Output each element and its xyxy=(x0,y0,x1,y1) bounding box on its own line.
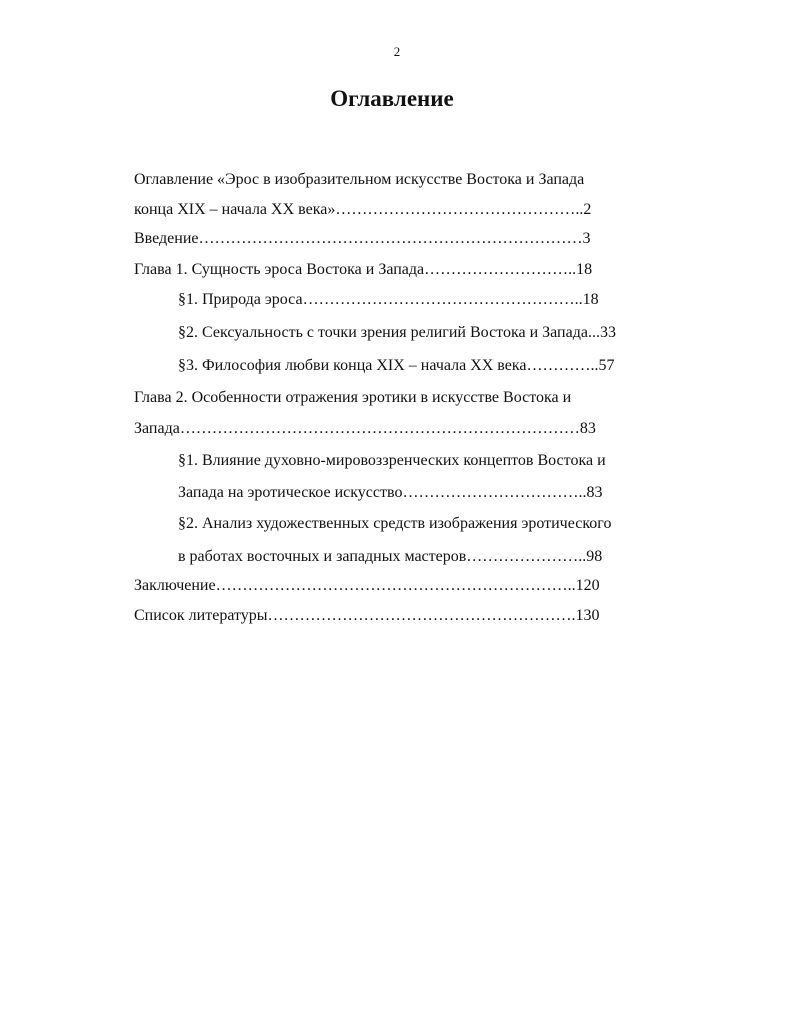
toc-line xyxy=(134,417,650,441)
toc-line-text: Глава 2. Особенности отражения эротики в искусстве Востока и xyxy=(134,389,572,406)
toc-line xyxy=(178,481,650,505)
page-number: 2 xyxy=(393,44,401,59)
toc-line-text: в работах восточных и западных мастеров…………………..98 xyxy=(178,548,603,565)
toc-line xyxy=(178,321,652,345)
toc-line xyxy=(134,198,642,222)
toc-line xyxy=(134,168,654,192)
toc-line xyxy=(134,258,652,282)
toc-line xyxy=(178,288,652,312)
page-title: Оглавление xyxy=(330,86,454,111)
toc-line-text: §2. Анализ художественных средств изображения эротического xyxy=(178,515,612,532)
toc-line-text: Глава 1. Сущность эроса Востока и Запада………………………..18 xyxy=(134,261,593,278)
toc-line-text: Введение………………………………………………………………3 xyxy=(134,230,591,247)
toc-line-text: Запада…………………………………………………………………83 xyxy=(134,420,596,437)
toc-line-text: Список литературы………………………………………………….130 xyxy=(134,607,600,624)
toc-line xyxy=(178,545,652,569)
toc-line xyxy=(178,512,652,536)
toc-line xyxy=(178,354,652,378)
toc-line-text: §2. Сексуальность с точки зрения религий Востока и Запада...33 xyxy=(178,324,616,341)
toc-line xyxy=(134,227,646,251)
toc-line xyxy=(134,574,654,598)
toc-line-text: Оглавление «Эрос в изобразительном искусстве Востока и Запада xyxy=(134,171,585,188)
toc-line-text: §1. Влияние духовно-мировоззренческих концептов Востока и xyxy=(178,452,606,469)
toc-line-text: конца XIX – начала XX века»………………………………………..2 xyxy=(134,201,592,218)
toc-line xyxy=(134,604,654,628)
toc-line-text: §1. Природа эроса……………………………………………..18 xyxy=(178,291,599,308)
toc-line xyxy=(178,449,652,473)
toc-line xyxy=(134,386,654,410)
toc-line-text: §3. Философия любви конца XIX – начала XX века…………..57 xyxy=(178,357,615,374)
toc-line-text: Заключение…………………………………………………………..120 xyxy=(134,577,600,594)
toc-line-text: Запада на эротическое искусство……………………………..83 xyxy=(178,484,603,501)
